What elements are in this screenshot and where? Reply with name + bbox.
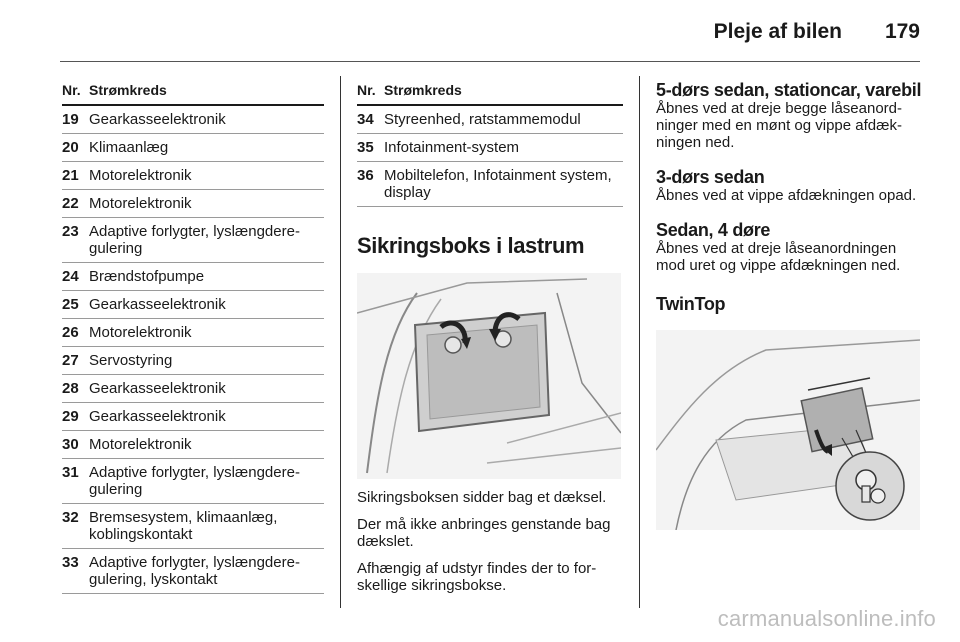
circuit-name: Adaptive forlygter, lyslængdere-gulering, lyskontakt xyxy=(89,554,300,588)
subheading-5-door: 5-dørs sedan, stationcar, varebil xyxy=(656,80,922,100)
table-row xyxy=(62,263,324,291)
fuse-number: 25 xyxy=(62,296,79,313)
fuse-number: 22 xyxy=(62,195,79,212)
paragraph-sedan-4: Åbnes ved at dreje låseanordningen mod uret og vippe afdækningen ned. xyxy=(656,240,901,274)
circuit-name: Motorelektronik xyxy=(89,195,192,212)
header-rule xyxy=(60,61,920,62)
paragraph-2: Der må ikke anbringes genstande bag dækslet. xyxy=(357,516,611,550)
table-row xyxy=(62,319,324,347)
section-heading: Sikringsboks i lastrum xyxy=(357,233,585,258)
fuse-number: 23 xyxy=(62,223,79,240)
fuse-table-left xyxy=(62,76,324,594)
table-row xyxy=(62,218,324,263)
col-nr-header: Nr. xyxy=(62,82,81,98)
circuit-name: Motorelektronik xyxy=(89,436,192,453)
paragraph-1: Sikringsboksen sidder bag et dæksel. xyxy=(357,489,607,506)
table-header xyxy=(62,76,324,106)
subheading-sedan-4: Sedan, 4 døre xyxy=(656,220,771,240)
circuit-name: Servostyring xyxy=(89,352,173,369)
table-row xyxy=(62,162,324,190)
circuit-name: Motorelektronik xyxy=(89,324,192,341)
twintop-illustration xyxy=(656,330,920,530)
fuse-number: 29 xyxy=(62,408,79,425)
watermark: carmanualsonline.info xyxy=(717,606,936,631)
fuse-number: 33 xyxy=(62,554,79,571)
subheading-3-door: 3-dørs sedan xyxy=(656,167,765,187)
fusebox-illustration xyxy=(357,273,621,479)
table-row xyxy=(62,347,324,375)
paragraph-3-door: Åbnes ved at vippe afdækningen opad. xyxy=(656,187,917,204)
fuse-number: 27 xyxy=(62,352,79,369)
fuse-number: 30 xyxy=(62,436,79,453)
table-row xyxy=(62,403,324,431)
fuse-number: 36 xyxy=(357,167,374,184)
fuse-number: 21 xyxy=(62,167,79,184)
fuse-number: 35 xyxy=(357,139,374,156)
table-row xyxy=(357,106,623,134)
fuse-number: 24 xyxy=(62,268,79,285)
col-nr-header: Nr. xyxy=(357,82,376,98)
table-row xyxy=(62,106,324,134)
circuit-name: Gearkasseelektronik xyxy=(89,296,226,313)
col-circuit-header: Strømkreds xyxy=(384,82,462,98)
table-row xyxy=(62,190,324,218)
fuse-number: 31 xyxy=(62,464,79,481)
page-header xyxy=(0,0,960,62)
fuse-number: 32 xyxy=(62,509,79,526)
table-row xyxy=(357,134,623,162)
circuit-name: Gearkasseelektronik xyxy=(89,380,226,397)
fuse-number: 28 xyxy=(62,380,79,397)
page-title: Pleje af bilen xyxy=(713,20,842,43)
circuit-name: Gearkasseelektronik xyxy=(89,408,226,425)
column-right xyxy=(656,76,922,530)
circuit-name: Brændstofpumpe xyxy=(89,268,205,285)
circuit-name: Infotainment-system xyxy=(384,139,520,156)
column-divider-1 xyxy=(340,76,341,608)
circuit-name: Mobiltelefon, Infotainment system, display xyxy=(384,167,612,201)
subheading-twintop: TwinTop xyxy=(656,294,726,314)
fuse-number: 26 xyxy=(62,324,79,341)
table-row xyxy=(62,549,324,594)
table-row xyxy=(62,459,324,504)
table-header xyxy=(357,76,623,106)
fuse-number: 34 xyxy=(357,111,374,128)
table-row xyxy=(62,375,324,403)
circuit-name: Gearkasseelektronik xyxy=(89,111,226,128)
column-middle xyxy=(357,76,623,594)
col-circuit-header: Strømkreds xyxy=(89,82,167,98)
column-divider-2 xyxy=(639,76,640,608)
circuit-name: Styreenhed, ratstammemodul xyxy=(384,111,581,128)
table-row xyxy=(357,162,623,207)
circuit-name: Adaptive forlygter, lyslængdere-gulering xyxy=(89,223,300,257)
table-row xyxy=(62,134,324,162)
table-row xyxy=(62,504,324,549)
table-row xyxy=(62,291,324,319)
circuit-name: Motorelektronik xyxy=(89,167,192,184)
circuit-name: Bremsesystem, klimaanlæg, koblingskontakt xyxy=(89,509,278,543)
page-number: 179 xyxy=(884,20,920,43)
paragraph-5-door: Åbnes ved at dreje begge låseanord-ninger med en mønt og vippe afdæk-ningen ned. xyxy=(656,100,903,151)
paragraph-3: Afhængig af udstyr findes der to for-skellige sikringsbokse. xyxy=(357,560,597,594)
circuit-name: Klimaanlæg xyxy=(89,139,169,156)
fuse-number: 19 xyxy=(62,111,79,128)
circuit-name: Adaptive forlygter, lyslængdere-gulering xyxy=(89,464,300,498)
fuse-number: 20 xyxy=(62,139,79,156)
table-row xyxy=(62,431,324,459)
